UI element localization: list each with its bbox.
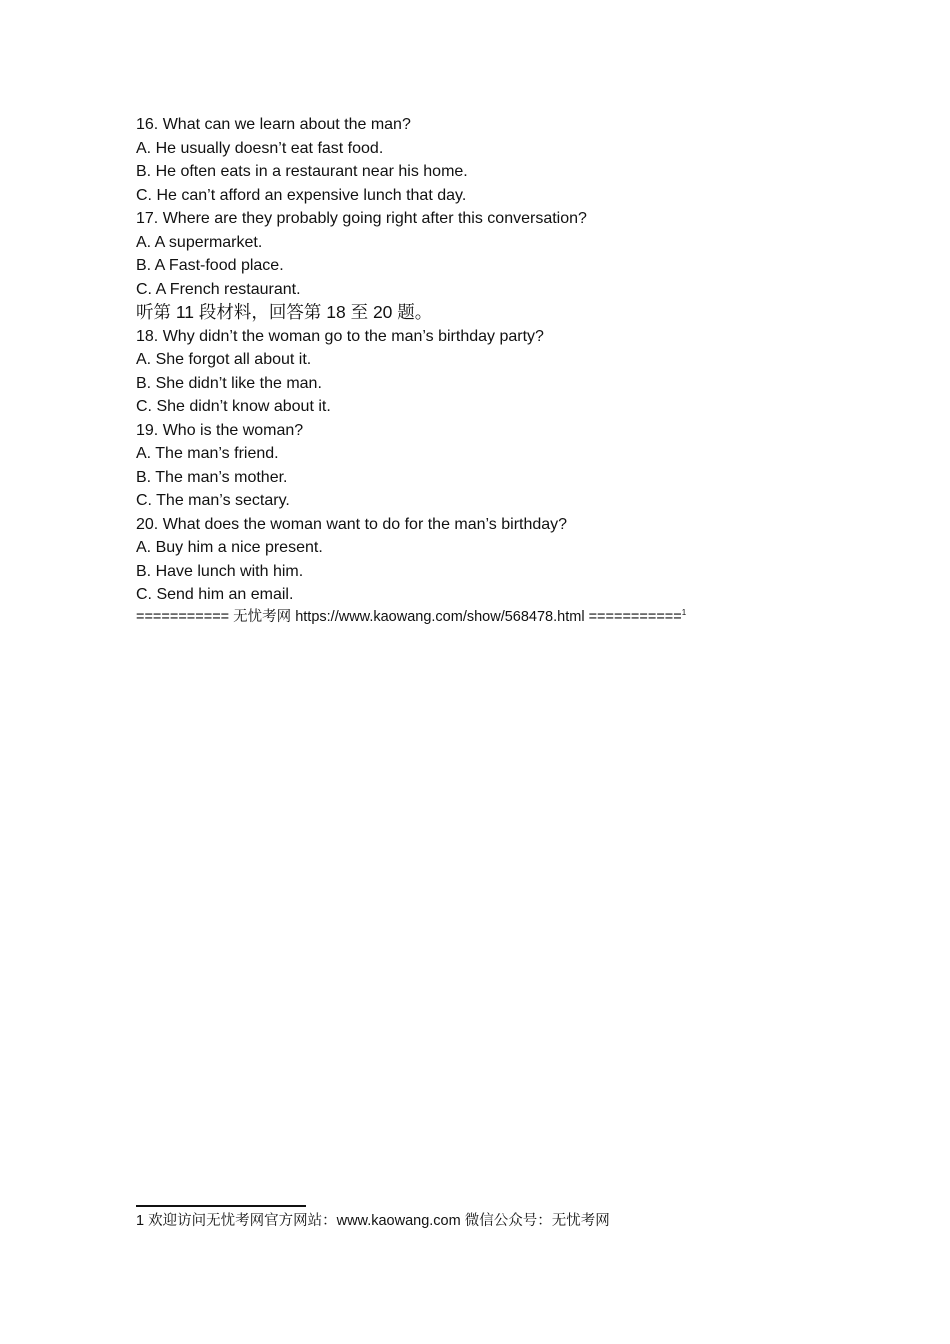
option-a: A. She forgot all about it. <box>136 351 312 368</box>
option-b: B. Have lunch with him. <box>136 562 304 580</box>
option-c: C. Send him an email. <box>136 586 294 603</box>
document-body <box>136 113 856 629</box>
source-divider <box>136 606 856 630</box>
question-17 <box>136 207 856 301</box>
question-group-18-20 <box>136 325 856 607</box>
section-heading: 听第 11 段材料，回答第 18 至 20 题。 <box>136 302 433 322</box>
footnote-separator <box>136 1205 306 1207</box>
question-19 <box>136 419 856 513</box>
option-c: C. A French restaurant. <box>136 280 301 298</box>
question-16 <box>136 113 856 207</box>
question-text: 19. Who is the woman? <box>136 421 304 439</box>
option-a: A. The man’s friend. <box>136 445 279 462</box>
option-c: C. The man’s sectary. <box>136 492 290 509</box>
source-divider-text[interactable]: =========== 无忧考网 https://www.kaowang.com/show/568478.html =========== <box>136 608 682 625</box>
question-group-16-17 <box>136 113 856 301</box>
option-b: B. A Fast-food place. <box>136 257 284 274</box>
footnote: 1 欢迎访问无忧考网官方网站：www.kaowang.com 微信公众号：无忧考网 <box>136 1213 610 1229</box>
option-a: A. Buy him a nice present. <box>136 539 323 556</box>
option-c: C. She didn’t know about it. <box>136 398 331 415</box>
option-a: A. He usually doesn’t eat fast food. <box>136 139 384 157</box>
footnote-reference[interactable]: 1 <box>681 607 687 617</box>
option-b: B. He often eats in a restaurant near his home. <box>136 163 468 180</box>
question-text: 20. What does the woman want to do for the man’s birthday? <box>136 515 568 533</box>
question-18 <box>136 325 856 419</box>
option-b: B. The man’s mother. <box>136 468 288 486</box>
question-text: 18. Why didn’t the woman go to the man’s birthday party? <box>136 327 544 345</box>
question-text: 16. What can we learn about the man? <box>136 116 411 133</box>
option-c: C. He can’t afford an expensive lunch that day. <box>136 186 467 204</box>
option-b: B. She didn’t like the man. <box>136 374 322 392</box>
option-a: A. A supermarket. <box>136 233 263 251</box>
question-text: 17. Where are they probably going right after this conversation? <box>136 210 587 227</box>
question-20 <box>136 513 856 607</box>
